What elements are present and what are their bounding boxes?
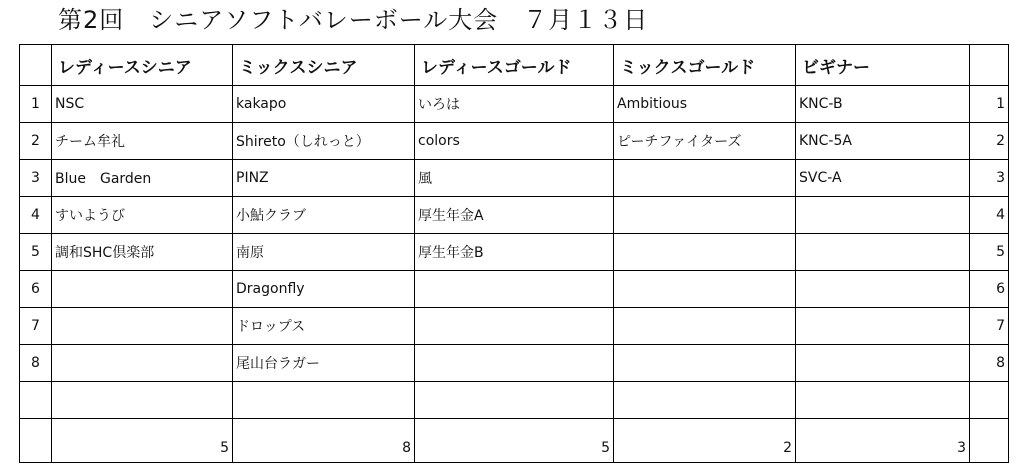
row-number: 7	[20, 308, 52, 345]
team-cell-ladies-senior: チーム牟礼	[52, 123, 233, 160]
team-cell-mixed-gold	[614, 234, 796, 271]
team-cell-mixed-senior: 尾山台ラガー	[233, 345, 415, 382]
team-cell-ladies-gold: 厚生年金A	[415, 197, 614, 234]
team-count-ladies-senior: 5	[52, 419, 233, 463]
team-cell-ladies-senior	[52, 271, 233, 308]
row-number-right: 2	[970, 123, 1009, 160]
team-cell-beginner	[796, 345, 970, 382]
team-cell-mixed-senior: ドロップス	[233, 308, 415, 345]
corner-cell	[20, 45, 52, 86]
team-cell-ladies-senior: すいようび	[52, 197, 233, 234]
team-roster-table	[19, 44, 1009, 463]
team-cell-mixed-gold	[614, 382, 796, 419]
team-cell-ladies-gold	[415, 308, 614, 345]
team-cell-ladies-gold: 厚生年金B	[415, 234, 614, 271]
row-number: 3	[20, 160, 52, 197]
row-number-right	[970, 382, 1009, 419]
table-row	[20, 234, 1009, 271]
team-count-beginner: 3	[796, 419, 970, 463]
team-cell-mixed-senior: 南原	[233, 234, 415, 271]
row-number: 2	[20, 123, 52, 160]
team-count-ladies-gold: 5	[415, 419, 614, 463]
team-cell-mixed-gold	[614, 197, 796, 234]
team-cell-ladies-senior	[52, 308, 233, 345]
totals-corner-cell-right	[970, 419, 1009, 463]
row-number: 8	[20, 345, 52, 382]
team-cell-mixed-gold	[614, 345, 796, 382]
table-row	[20, 308, 1009, 345]
table-row	[20, 160, 1009, 197]
row-number-right: 1	[970, 86, 1009, 123]
team-cell-beginner: KNC-B	[796, 86, 970, 123]
table-row	[20, 123, 1009, 160]
header-mixed-gold: ミックスゴールド	[614, 45, 796, 86]
row-number-right: 6	[970, 271, 1009, 308]
team-cell-mixed-senior: 小鮎クラブ	[233, 197, 415, 234]
team-count-mixed-gold: 2	[614, 419, 796, 463]
row-number-right: 7	[970, 308, 1009, 345]
totals-row	[20, 419, 1009, 463]
team-cell-beginner	[796, 271, 970, 308]
team-cell-ladies-gold: colors	[415, 123, 614, 160]
team-cell-beginner	[796, 197, 970, 234]
row-number-right: 5	[970, 234, 1009, 271]
table-row	[20, 382, 1009, 419]
team-cell-ladies-gold	[415, 271, 614, 308]
header-ladies-gold: レディースゴールド	[415, 45, 614, 86]
team-cell-mixed-gold: Ambitious	[614, 86, 796, 123]
totals-corner-cell	[20, 419, 52, 463]
corner-cell-right	[970, 45, 1009, 86]
row-number-right: 3	[970, 160, 1009, 197]
row-number	[20, 382, 52, 419]
team-cell-mixed-senior: Dragonfly	[233, 271, 415, 308]
team-cell-ladies-gold: 風	[415, 160, 614, 197]
row-number: 1	[20, 86, 52, 123]
team-cell-beginner	[796, 382, 970, 419]
row-number: 6	[20, 271, 52, 308]
team-cell-ladies-senior: NSC	[52, 86, 233, 123]
header-beginner: ビギナー	[796, 45, 970, 86]
team-cell-mixed-gold	[614, 160, 796, 197]
team-cell-mixed-gold: ピーチファイターズ	[614, 123, 796, 160]
team-cell-ladies-gold	[415, 382, 614, 419]
team-cell-mixed-gold	[614, 308, 796, 345]
team-count-mixed-senior: 8	[233, 419, 415, 463]
team-cell-beginner	[796, 234, 970, 271]
team-cell-mixed-senior	[233, 382, 415, 419]
team-cell-ladies-senior: 調和SHC倶楽部	[52, 234, 233, 271]
team-cell-mixed-senior: PINZ	[233, 160, 415, 197]
team-cell-ladies-senior	[52, 345, 233, 382]
team-cell-ladies-gold: いろは	[415, 86, 614, 123]
team-cell-ladies-senior	[52, 382, 233, 419]
page-title: 第2回 シニアソフトバレーボール大会 ７月１３日	[58, 6, 649, 34]
table-header-row	[20, 45, 1009, 86]
team-cell-mixed-gold	[614, 271, 796, 308]
row-number-right: 8	[970, 345, 1009, 382]
table-row	[20, 197, 1009, 234]
table-row	[20, 345, 1009, 382]
row-number-right: 4	[970, 197, 1009, 234]
team-cell-mixed-senior: Shireto（しれっと）	[233, 123, 415, 160]
header-mixed-senior: ミックスシニア	[233, 45, 415, 86]
table-row	[20, 271, 1009, 308]
header-ladies-senior: レディースシニア	[52, 45, 233, 86]
team-cell-ladies-gold	[415, 345, 614, 382]
row-number: 4	[20, 197, 52, 234]
team-cell-beginner: KNC-5A	[796, 123, 970, 160]
team-cell-beginner: SVC-A	[796, 160, 970, 197]
table-row	[20, 86, 1009, 123]
team-cell-mixed-senior: kakapo	[233, 86, 415, 123]
row-number: 5	[20, 234, 52, 271]
team-cell-ladies-senior: Blue Garden	[52, 160, 233, 197]
team-cell-beginner	[796, 308, 970, 345]
